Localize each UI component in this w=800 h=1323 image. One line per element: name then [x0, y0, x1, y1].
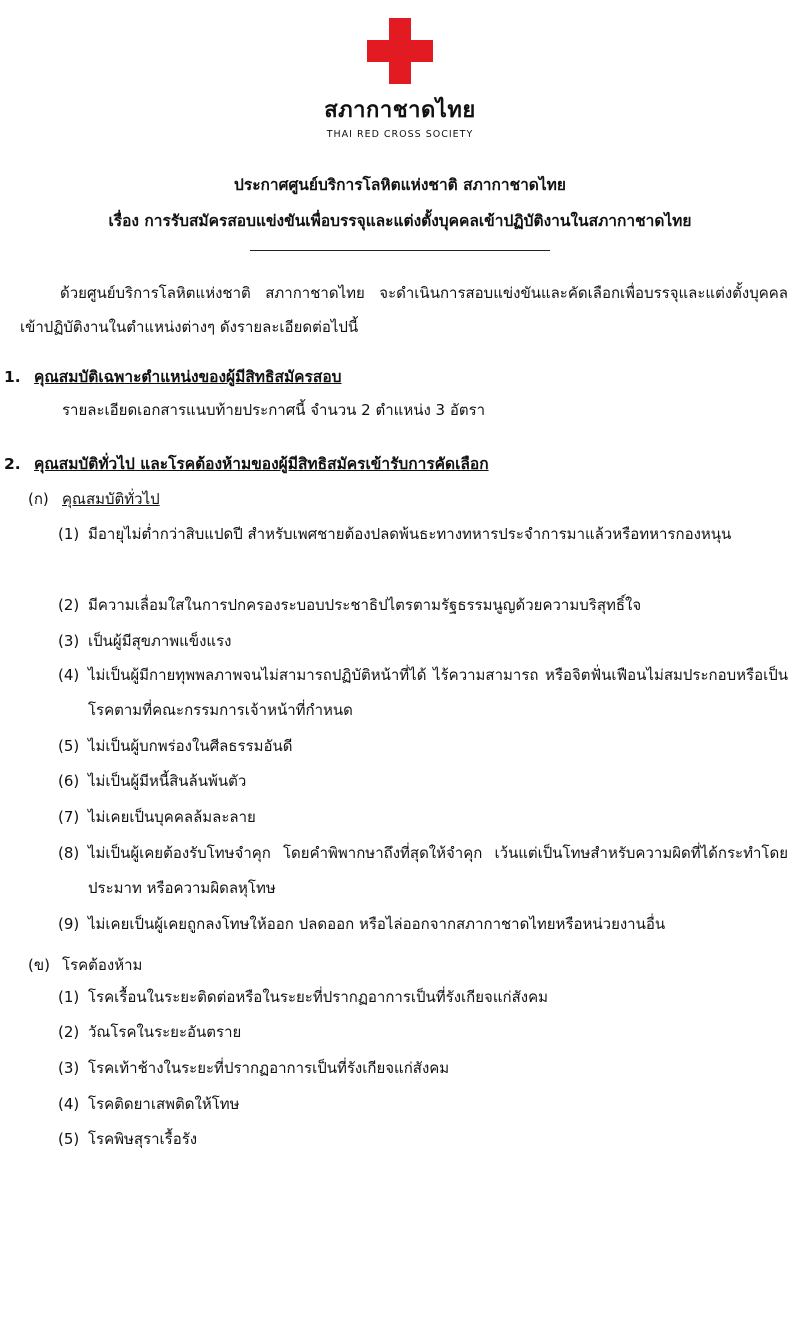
logo-thai-name: สภากาชาดไทย: [324, 98, 476, 123]
item-number: (1): [58, 525, 80, 543]
qualification-item: [58, 729, 788, 764]
logo-english-name: THAI RED CROSS SOCIETY: [326, 129, 474, 140]
item-number: (1): [58, 988, 80, 1006]
general-qualifications-heading: [28, 487, 160, 511]
item-number: (3): [58, 1059, 80, 1077]
item-text: ไม่เป็นผู้มีกายทุพพลภาพจนไม่สามารถปฏิบัติหน้าที่ได้ ไร้ความสามารถ หรือจิตฟั่นเฟือนไม่สมประกอบหรือเป็นโรคตามที่คณะกรรมการเจ้าหน้าที่กำหนด: [88, 666, 788, 719]
thai-red-cross-logo: [0, 18, 800, 140]
qualification-item: [58, 658, 788, 728]
section-1-number: 1.: [4, 368, 21, 386]
qualification-item: [58, 800, 788, 835]
general-title: คุณสมบัติทั่วไป: [62, 490, 160, 508]
item-number: (4): [58, 1095, 80, 1113]
intro-paragraph: ด้วยศูนย์บริการโลหิตแห่งชาติ สภากาชาดไทย จะดำเนินการสอบแข่งขันและคัดเลือกเพื่อบรรจุและแต่งตั้งบุคคลเข้าปฏิบัติงานในตำแหน่งต่างๆ ดังรายละเอียดต่อไปนี้: [20, 284, 788, 336]
item-text: ไม่เป็นผู้บกพร่องในศีลธรรมอันดี: [88, 737, 293, 755]
item-text: โรคเท้าช้างในระยะที่ปรากฏอาการเป็นที่รังเกียจแก่สังคม: [88, 1059, 450, 1077]
disease-item: [58, 1015, 788, 1050]
disease-item: [58, 980, 788, 1015]
item-number: (2): [58, 596, 80, 614]
item-number: (3): [58, 632, 80, 650]
title-divider: [250, 250, 550, 251]
item-number: (8): [58, 844, 80, 862]
item-text: ไม่เป็นผู้มีหนี้สินล้นพ้นตัว: [88, 772, 247, 790]
disease-item: [58, 1087, 788, 1122]
section-2-heading: [4, 451, 489, 476]
item-number: (9): [58, 915, 80, 933]
general-marker: (ก): [28, 490, 49, 508]
announcement-subject: เรื่อง การรับสมัครสอบแข่งขันเพื่อบรรจุและแต่งตั้งบุคคลเข้าปฏิบัติงานในสภากาชาดไทย: [108, 212, 692, 230]
qualification-item: [58, 588, 788, 623]
item-text: ไม่เป็นผู้เคยต้องรับโทษจำคุก โดยคำพิพากษาถึงที่สุดให้จำคุก เว้นแต่เป็นโทษสำหรับความผิดที่ได้กระทำโดยประมาท หรือความผิดลหุโทษ: [88, 844, 788, 897]
item-text: เป็นผู้มีสุขภาพแข็งแรง: [88, 632, 232, 650]
prohibited-title: โรคต้องห้าม: [62, 956, 143, 974]
item-number: (5): [58, 737, 80, 755]
section-1-body: รายละเอียดเอกสารแนบท้ายประกาศนี้ จำนวน 2 ตำแหน่ง 3 อัตรา: [62, 401, 486, 419]
item-text: มีความเลื่อมใสในการปกครองระบอบประชาธิปไตรตามรัฐธรรมนูญด้วยความบริสุทธิ์ใจ: [88, 596, 642, 614]
item-text: วัณโรคในระยะอันตราย: [88, 1023, 242, 1041]
disease-item: [58, 1122, 788, 1157]
qualification-item: [58, 764, 788, 799]
qualification-item: [58, 836, 788, 906]
item-number: (5): [58, 1130, 80, 1148]
item-text: มีอายุไม่ต่ำกว่าสิบแปดปี สำหรับเพศชายต้องปลดพ้นธะทางทหารประจำการมาแล้วหรือทหารกองหนุน: [88, 525, 732, 543]
item-text: โรคพิษสุราเรื้อรัง: [88, 1130, 198, 1148]
item-text: ไม่เคยเป็นบุคคลล้มละลาย: [88, 808, 256, 826]
section-1-heading: [4, 364, 341, 389]
qualification-item: [58, 907, 788, 942]
prohibited-marker: (ข): [28, 956, 50, 974]
section-2-title: คุณสมบัติทั่วไป และโรคต้องห้ามของผู้มีสิทธิสมัครเข้ารับการคัดเลือก: [34, 455, 489, 473]
prohibited-diseases-heading: [28, 953, 142, 977]
item-text: ไม่เคยเป็นผู้เคยถูกลงโทษให้ออก ปลดออก หรือไล่ออกจากสภากาชาดไทยหรือหน่วยงานอื่น: [88, 915, 666, 933]
item-text: โรคเรื้อนในระยะติดต่อหรือในระยะที่ปรากฏอาการเป็นที่รังเกียจแก่สังคม: [88, 988, 548, 1006]
item-number: (6): [58, 772, 80, 790]
section-2-number: 2.: [4, 455, 21, 473]
item-number: (2): [58, 1023, 80, 1041]
section-1-title: คุณสมบัติเฉพาะตำแหน่งของผู้มีสิทธิสมัครสอบ: [34, 368, 342, 386]
announcement-title: ประกาศศูนย์บริการโลหิตแห่งชาติ สภากาชาดไทย: [234, 176, 566, 194]
item-text: โรคติดยาเสพติดให้โทษ: [88, 1095, 240, 1113]
qualification-item: [58, 624, 788, 659]
red-cross-icon: [367, 18, 433, 84]
item-number: (7): [58, 808, 80, 826]
qualification-item: [58, 517, 788, 552]
disease-item: [58, 1051, 788, 1086]
item-number: (4): [58, 666, 80, 684]
